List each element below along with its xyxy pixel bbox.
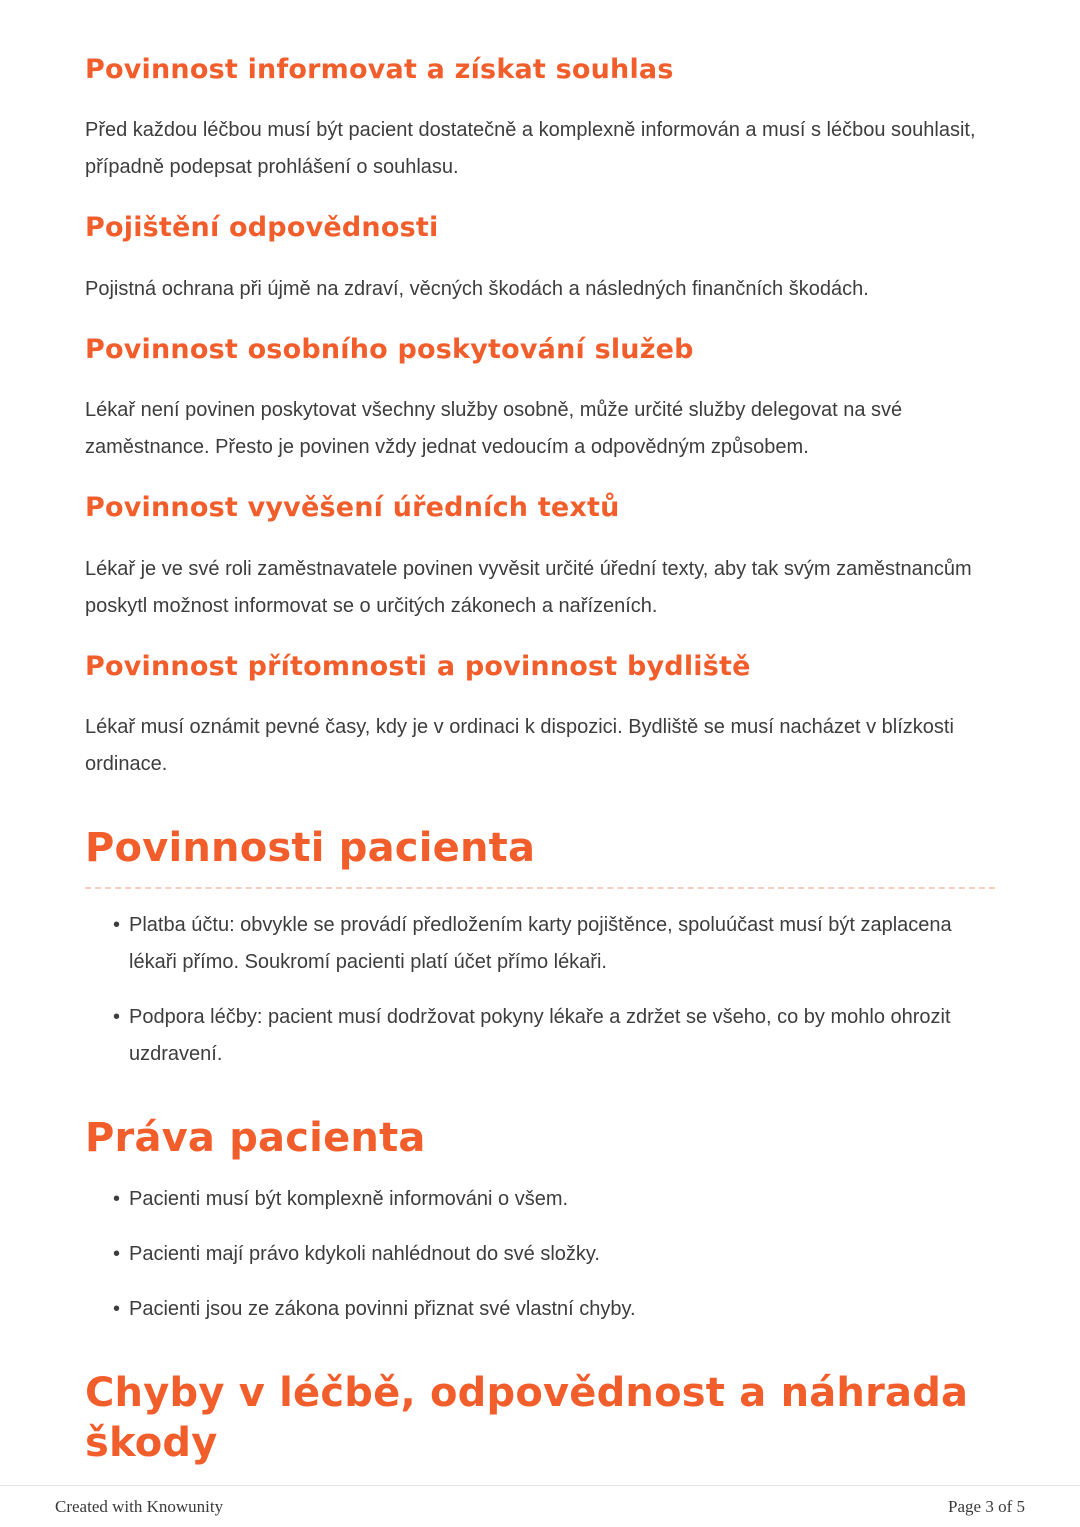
- page-footer: [0, 1485, 1080, 1527]
- section-3-heading: Povinnost osobního poskytování služeb: [85, 333, 694, 365]
- bullet-item: • Pacienti jsou ze zákona povinni přiznat své vlastní chyby.: [113, 1291, 995, 1328]
- section-2-heading: Pojištění odpovědnosti: [85, 212, 439, 244]
- chapter-2-bullet-list: [85, 1181, 995, 1328]
- dashed-divider: [85, 887, 995, 889]
- bullet-item: • Pacienti mají právo kdykoli nahlédnout do své složky.: [113, 1236, 995, 1273]
- section-4-heading: Povinnost vyvěšení úředních textů: [85, 492, 620, 524]
- section-1-heading: Povinnost informovat a získat souhlas: [85, 54, 674, 85]
- bullet-item: • Podpora léčby: pacient musí dodržovat pokyny lékaře a zdržet se všeho, co by mohlo ohrozit uzdravení.: [113, 999, 995, 1073]
- bullet-item: • Pacienti musí být komplexně informováni o všem.: [113, 1181, 995, 1218]
- footer-credit: Created with Knowunity: [55, 1496, 224, 1516]
- section-5-heading: Povinnost přítomnosti a povinnost bydliště: [85, 650, 751, 682]
- chapter-3-title: Chyby v léčbě, odpovědnost a náhrada škody: [85, 1369, 969, 1466]
- chapter-1-bullet-list: [85, 907, 995, 1073]
- section-1-paragraph: Před každou léčbou musí být pacient dostatečně a komplexně informován a musí s léčbou souhlasit, případně podepsat prohlášení o souhlasu.: [85, 119, 976, 179]
- section-5-paragraph: Lékař musí oznámit pevné časy, kdy je v ordinaci k dispozici. Bydliště se musí nacházet v blízkosti ordinace.: [85, 715, 954, 775]
- section-2-paragraph: Pojistná ochrana při újmě na zdraví, věcných škodách a následných finančních škodách.: [85, 277, 869, 300]
- section-3-paragraph: Lékař není povinen poskytovat všechny služby osobně, může určité služby delegovat na své zaměstnance. Přesto je povinen vždy jednat vedoucím a odpovědným způsobem.: [85, 399, 903, 459]
- chapter-1-title: Povinnosti pacienta: [85, 824, 536, 871]
- bullet-item: • Platba účtu: obvykle se provádí předložením karty pojištěnce, spoluúčast musí být zaplacena lékaři přímo. Soukromí pacienti platí účet přímo lékaři.: [113, 907, 995, 981]
- chapter-2-title: Práva pacienta: [85, 1114, 426, 1161]
- footer-page-number: Page 3 of 5: [948, 1496, 1025, 1516]
- section-4-paragraph: Lékař je ve své roli zaměstnavatele povinen vyvěsit určité úřední texty, aby tak svým zaměstnancům poskytl možnost informovat se o určitých zákonech a nařízeních.: [85, 557, 972, 617]
